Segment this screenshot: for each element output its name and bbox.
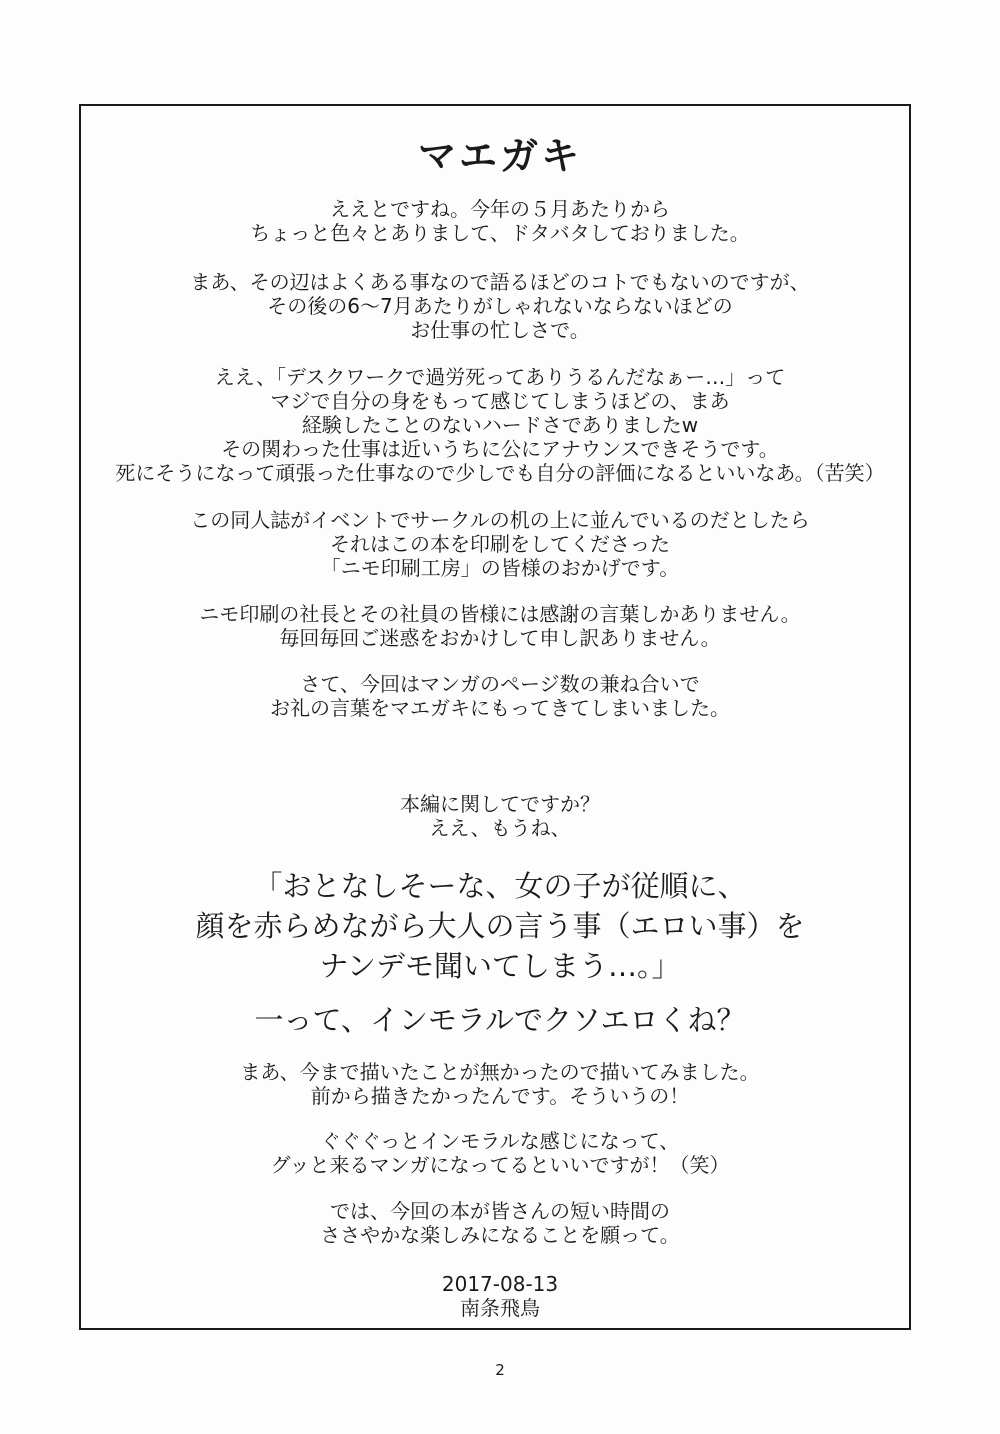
- text-line: ええ、もうね、: [429, 816, 571, 840]
- paragraph-maegaki: [0, 672, 1000, 720]
- highlight-line: 一って、インモラルでクソエロくね？: [254, 1003, 746, 1037]
- author: 南条飛鳥: [460, 1296, 540, 1320]
- text-line: ささやかな楽しみになることを願って。: [320, 1223, 680, 1247]
- text-line: その後の6～7月あたりがしゃれないならないほどの: [267, 294, 733, 318]
- text-line: ニモ印刷の社長とその社員の皆様には感謝の言葉しかありません。: [199, 602, 801, 626]
- signature: [0, 1272, 1000, 1320]
- paragraph-closing-2: [0, 1129, 1000, 1177]
- text-line: 「ニモ印刷工房」の皆様のおかげです。: [320, 556, 680, 580]
- text-line: 毎回毎回ご迷惑をおかけして申し訳ありません。: [279, 626, 721, 650]
- date: 2017-08-13: [441, 1272, 559, 1296]
- highlight-line: 顔を赤らめながら大人の言う事（エロい事）を: [195, 909, 805, 943]
- text-line: ちょっと色々とありまして、ドタバタしておりました。: [250, 221, 750, 245]
- text-line: では、今回の本が皆さんの短い時間の: [330, 1199, 670, 1223]
- page-title: マエガキ: [417, 134, 582, 178]
- text-line: その関わった仕事は近いうちに公にアナウンスできそうです。: [221, 437, 779, 461]
- paragraph-busy: [0, 270, 1000, 342]
- text-line: 経験したことのないハードさでありましたw: [301, 413, 699, 437]
- text-line: お礼の言葉をマエガキにもってきてしまいました。: [270, 696, 730, 720]
- text-line: マジで自分の身をもって感じてしまうほどの、まあ: [270, 389, 730, 413]
- paragraph-intro: [0, 197, 1000, 245]
- text-line: グッと来るマンガになってるといいですが！（笑）: [270, 1153, 730, 1177]
- text-line: ぐぐぐっとインモラルな感じになって、: [320, 1129, 680, 1153]
- highlight-line: ナンデモ聞いてしまう…。」: [319, 949, 681, 983]
- text-line: まあ、その辺はよくある事なので語るほどのコトでもないのですが、: [190, 270, 810, 294]
- paragraph-gratitude: [0, 602, 1000, 650]
- text-line: 本編に関してですか？: [400, 792, 600, 816]
- text-line: 前から描きたかったんです。そういうの！: [310, 1084, 690, 1108]
- text-line: それはこの本を印刷をしてくださった: [330, 532, 670, 556]
- text-line: ええとですね。今年の５月あたりから: [330, 197, 670, 221]
- paragraph-work: [0, 365, 1000, 485]
- highlight-line: 「おとなしそーな、女の子が従順に、: [253, 869, 747, 903]
- text-line: ええ、「デスクワークで過労死ってありうるんだなぁー…」って: [214, 365, 786, 389]
- highlight-punchline: [0, 1000, 1000, 1040]
- text-line: この同人誌がイベントでサークルの机の上に並んでいるのだとしたら: [190, 508, 810, 532]
- page-number: 2: [495, 1361, 505, 1379]
- paragraph-closing-1: [0, 1060, 1000, 1108]
- text-line: お仕事の忙しさで。: [410, 318, 590, 342]
- paragraph-printer-thanks: [0, 508, 1000, 580]
- text-line: 死にそうになって頑張った仕事なので少しでも自分の評価になるといいなあ。（苦笑）: [115, 461, 885, 485]
- paragraph-question: [0, 792, 1000, 840]
- text-line: まあ、今まで描いたことが無かったので描いてみました。: [240, 1060, 760, 1084]
- highlight-quote: [0, 866, 1000, 986]
- paragraph-closing-3: [0, 1199, 1000, 1247]
- text-line: さて、今回はマンガのページ数の兼ね合いで: [300, 672, 700, 696]
